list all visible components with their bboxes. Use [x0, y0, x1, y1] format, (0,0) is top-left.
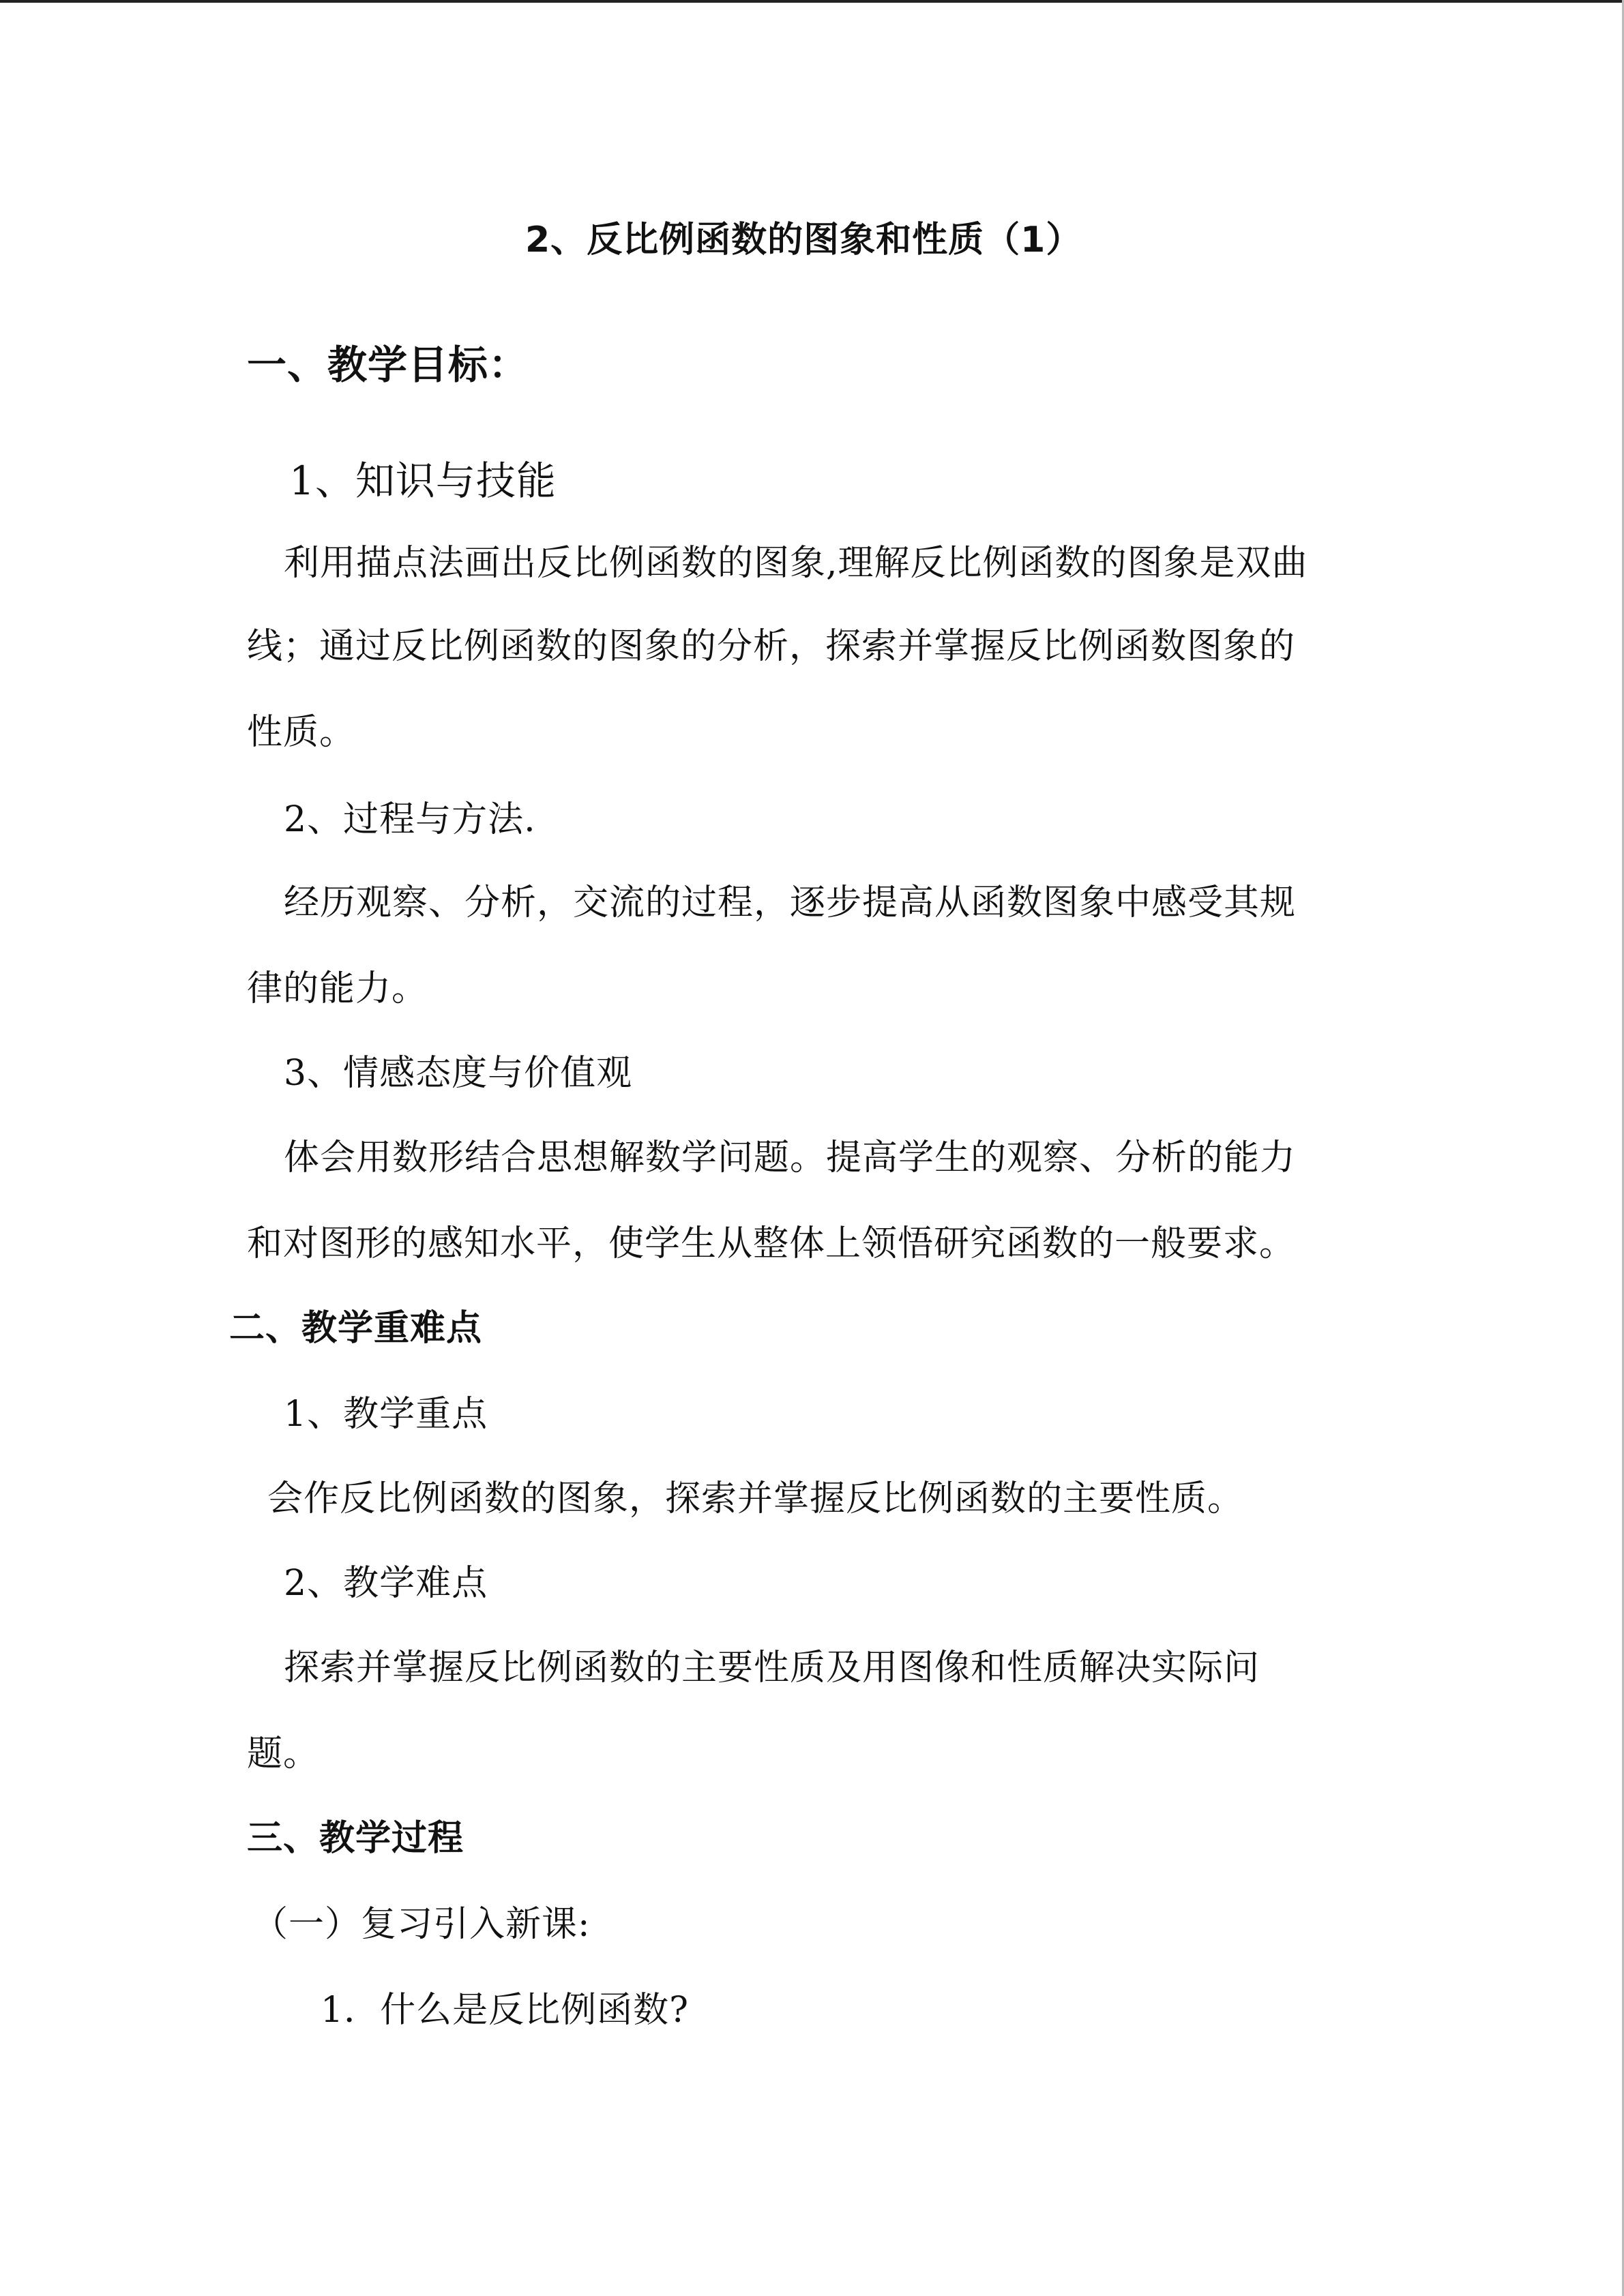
- goal-knowledge-skills-text: 利用描点法画出反比例函数的图象,理解反比例函数的图象是双曲: [284, 543, 1308, 584]
- difficulty-text: 题。: [247, 1733, 320, 1774]
- difficulty-label: 2、教学难点: [284, 1563, 488, 1604]
- document-title: 2、反比例函数的图象和性质（1）: [525, 220, 1082, 260]
- goal-attitude-values-text: 和对图形的感知水平，使学生从整体上领悟研究函数的一般要求。: [247, 1223, 1296, 1264]
- goal-attitude-values-text: 体会用数形结合思想解数学问题。提高学生的观察、分析的能力: [284, 1137, 1297, 1178]
- goal-knowledge-skills-text: 性质。: [247, 712, 356, 753]
- key-point-text: 会作反比例函数的图象，探索并掌握反比例函数的主要性质。: [267, 1478, 1244, 1519]
- key-point-label: 1、教学重点: [284, 1394, 488, 1435]
- section-heading-teaching-process: 三、教学过程: [247, 1818, 464, 1859]
- goal-process-method-text: 律的能力。: [247, 968, 428, 1009]
- section-heading-key-difficult-points: 二、教学重难点: [229, 1308, 483, 1349]
- difficulty-text: 探索并掌握反比例函数的主要性质及用图像和性质解决实际问: [284, 1648, 1260, 1688]
- goal-knowledge-skills-text: 线；通过反比例函数的图象的分析，探索并掌握反比例函数图象的: [247, 626, 1296, 667]
- page-top-border: [0, 0, 1624, 3]
- goal-knowledge-skills-label: 1、知识与技能: [289, 458, 557, 504]
- section-heading-teaching-goals: 一、教学目标：: [247, 342, 529, 388]
- goal-attitude-values-label: 3、情感态度与价值观: [284, 1053, 633, 1094]
- review-intro-label: （一）复习引入新课:: [252, 1904, 591, 1945]
- goal-process-method-label: 2、过程与方法.: [284, 799, 536, 840]
- goal-process-method-text: 经历观察、分析，交流的过程，逐步提高从函数图象中感受其规: [284, 882, 1297, 923]
- review-question-1: 1．什么是反比例函数?: [321, 1990, 689, 2031]
